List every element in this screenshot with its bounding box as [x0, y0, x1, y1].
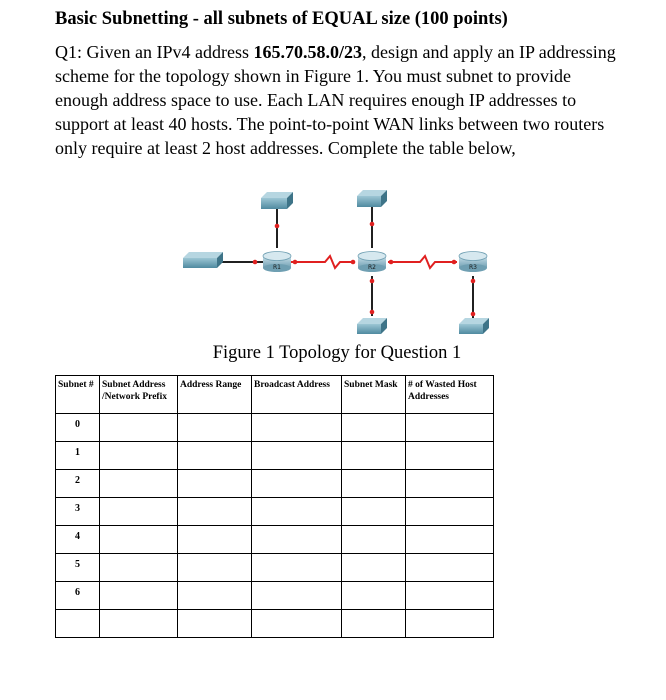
switch-r2-top [357, 190, 387, 207]
broadcast-address-cell[interactable] [252, 414, 342, 442]
router-r2 [358, 252, 386, 273]
broadcast-address-cell[interactable] [252, 610, 342, 638]
ip-address: 165.70.58.0/23 [253, 42, 362, 62]
table-row [56, 526, 494, 554]
subnet-address-cell[interactable] [100, 554, 178, 582]
wasted-hosts-cell[interactable] [406, 498, 494, 526]
address-range-cell[interactable] [178, 610, 252, 638]
wasted-hosts-cell[interactable] [406, 414, 494, 442]
subnet-number-cell: 6 [56, 582, 100, 610]
subnet-table [55, 375, 494, 638]
subnet-number-cell: 5 [56, 554, 100, 582]
subnet-number-cell: 3 [56, 498, 100, 526]
switch-left [183, 252, 223, 268]
subnet-mask-cell[interactable] [342, 554, 406, 582]
header-address-range: Address Range [178, 376, 252, 414]
table-row [56, 610, 494, 638]
wasted-hosts-cell[interactable] [406, 582, 494, 610]
subnet-mask-cell[interactable] [342, 526, 406, 554]
switch-r2-bottom [357, 318, 387, 334]
address-range-cell[interactable] [178, 554, 252, 582]
wan-link-r2-r3 [388, 256, 457, 268]
table-row [56, 582, 494, 610]
table-row [56, 498, 494, 526]
subnet-address-cell[interactable] [100, 470, 178, 498]
broadcast-address-cell[interactable] [252, 498, 342, 526]
subnet-number-cell [56, 610, 100, 638]
wasted-hosts-cell[interactable] [406, 470, 494, 498]
router-label-r1: R1 [273, 264, 281, 271]
question-text [55, 40, 625, 160]
table-row [56, 414, 494, 442]
table-row [56, 442, 494, 470]
address-range-cell[interactable] [178, 498, 252, 526]
subnet-number-cell: 4 [56, 526, 100, 554]
address-range-cell[interactable] [178, 526, 252, 554]
subnet-address-cell[interactable] [100, 414, 178, 442]
wasted-hosts-cell[interactable] [406, 610, 494, 638]
broadcast-address-cell[interactable] [252, 442, 342, 470]
switch-r3-bottom [459, 318, 489, 334]
subnet-address-cell[interactable] [100, 442, 178, 470]
subnet-mask-cell[interactable] [342, 610, 406, 638]
table-row [56, 470, 494, 498]
broadcast-address-cell[interactable] [252, 554, 342, 582]
wasted-hosts-cell[interactable] [406, 526, 494, 554]
figure-caption: Figure 1 Topology for Question 1 [212, 343, 462, 363]
table-row [56, 554, 494, 582]
subnet-mask-cell[interactable] [342, 470, 406, 498]
address-range-cell[interactable] [178, 470, 252, 498]
header-wasted-hosts: # of Wasted Host Addresses [406, 376, 494, 414]
wan-link-r1-r2 [291, 256, 355, 268]
subnet-number-cell: 1 [56, 442, 100, 470]
header-subnet-address: Subnet Address /Network Prefix [100, 376, 178, 414]
page-title: Basic Subnetting - all subnets of EQUAL size (100 points) [55, 9, 508, 29]
router-r3 [459, 252, 487, 273]
header-broadcast-address: Broadcast Address [252, 376, 342, 414]
broadcast-address-cell[interactable] [252, 526, 342, 554]
subnet-address-cell[interactable] [100, 526, 178, 554]
subnet-address-cell[interactable] [100, 582, 178, 610]
address-range-cell[interactable] [178, 442, 252, 470]
topology-diagram [175, 188, 505, 338]
router-r1 [263, 252, 291, 273]
switch-r1-top [261, 192, 293, 209]
subnet-mask-cell[interactable] [342, 414, 406, 442]
wasted-hosts-cell[interactable] [406, 442, 494, 470]
subnet-address-cell[interactable] [100, 610, 178, 638]
router-label-r2: R2 [368, 264, 376, 271]
table-header-row [56, 376, 494, 414]
wasted-hosts-cell[interactable] [406, 554, 494, 582]
address-range-cell[interactable] [178, 582, 252, 610]
header-subnet-number: Subnet # [56, 376, 100, 414]
subnet-address-cell[interactable] [100, 498, 178, 526]
broadcast-address-cell[interactable] [252, 582, 342, 610]
subnet-mask-cell[interactable] [342, 582, 406, 610]
subnet-number-cell: 2 [56, 470, 100, 498]
address-range-cell[interactable] [178, 414, 252, 442]
subnet-mask-cell[interactable] [342, 498, 406, 526]
router-label-r3: R3 [469, 264, 477, 271]
header-subnet-mask: Subnet Mask [342, 376, 406, 414]
broadcast-address-cell[interactable] [252, 470, 342, 498]
question-prefix: Q1: Given an IPv4 address [55, 42, 254, 62]
question-body: , design and apply an IP addressing scheme for the topology shown in Figure 1. You must subnet to provide enough address space to use. Each LAN requires enough IP addresses to support at least 40 hosts. The point-to-point WAN links between two routers only require at least 2 host addresses. Complete the table below, [55, 42, 616, 158]
subnet-number-cell: 0 [56, 414, 100, 442]
subnet-mask-cell[interactable] [342, 442, 406, 470]
